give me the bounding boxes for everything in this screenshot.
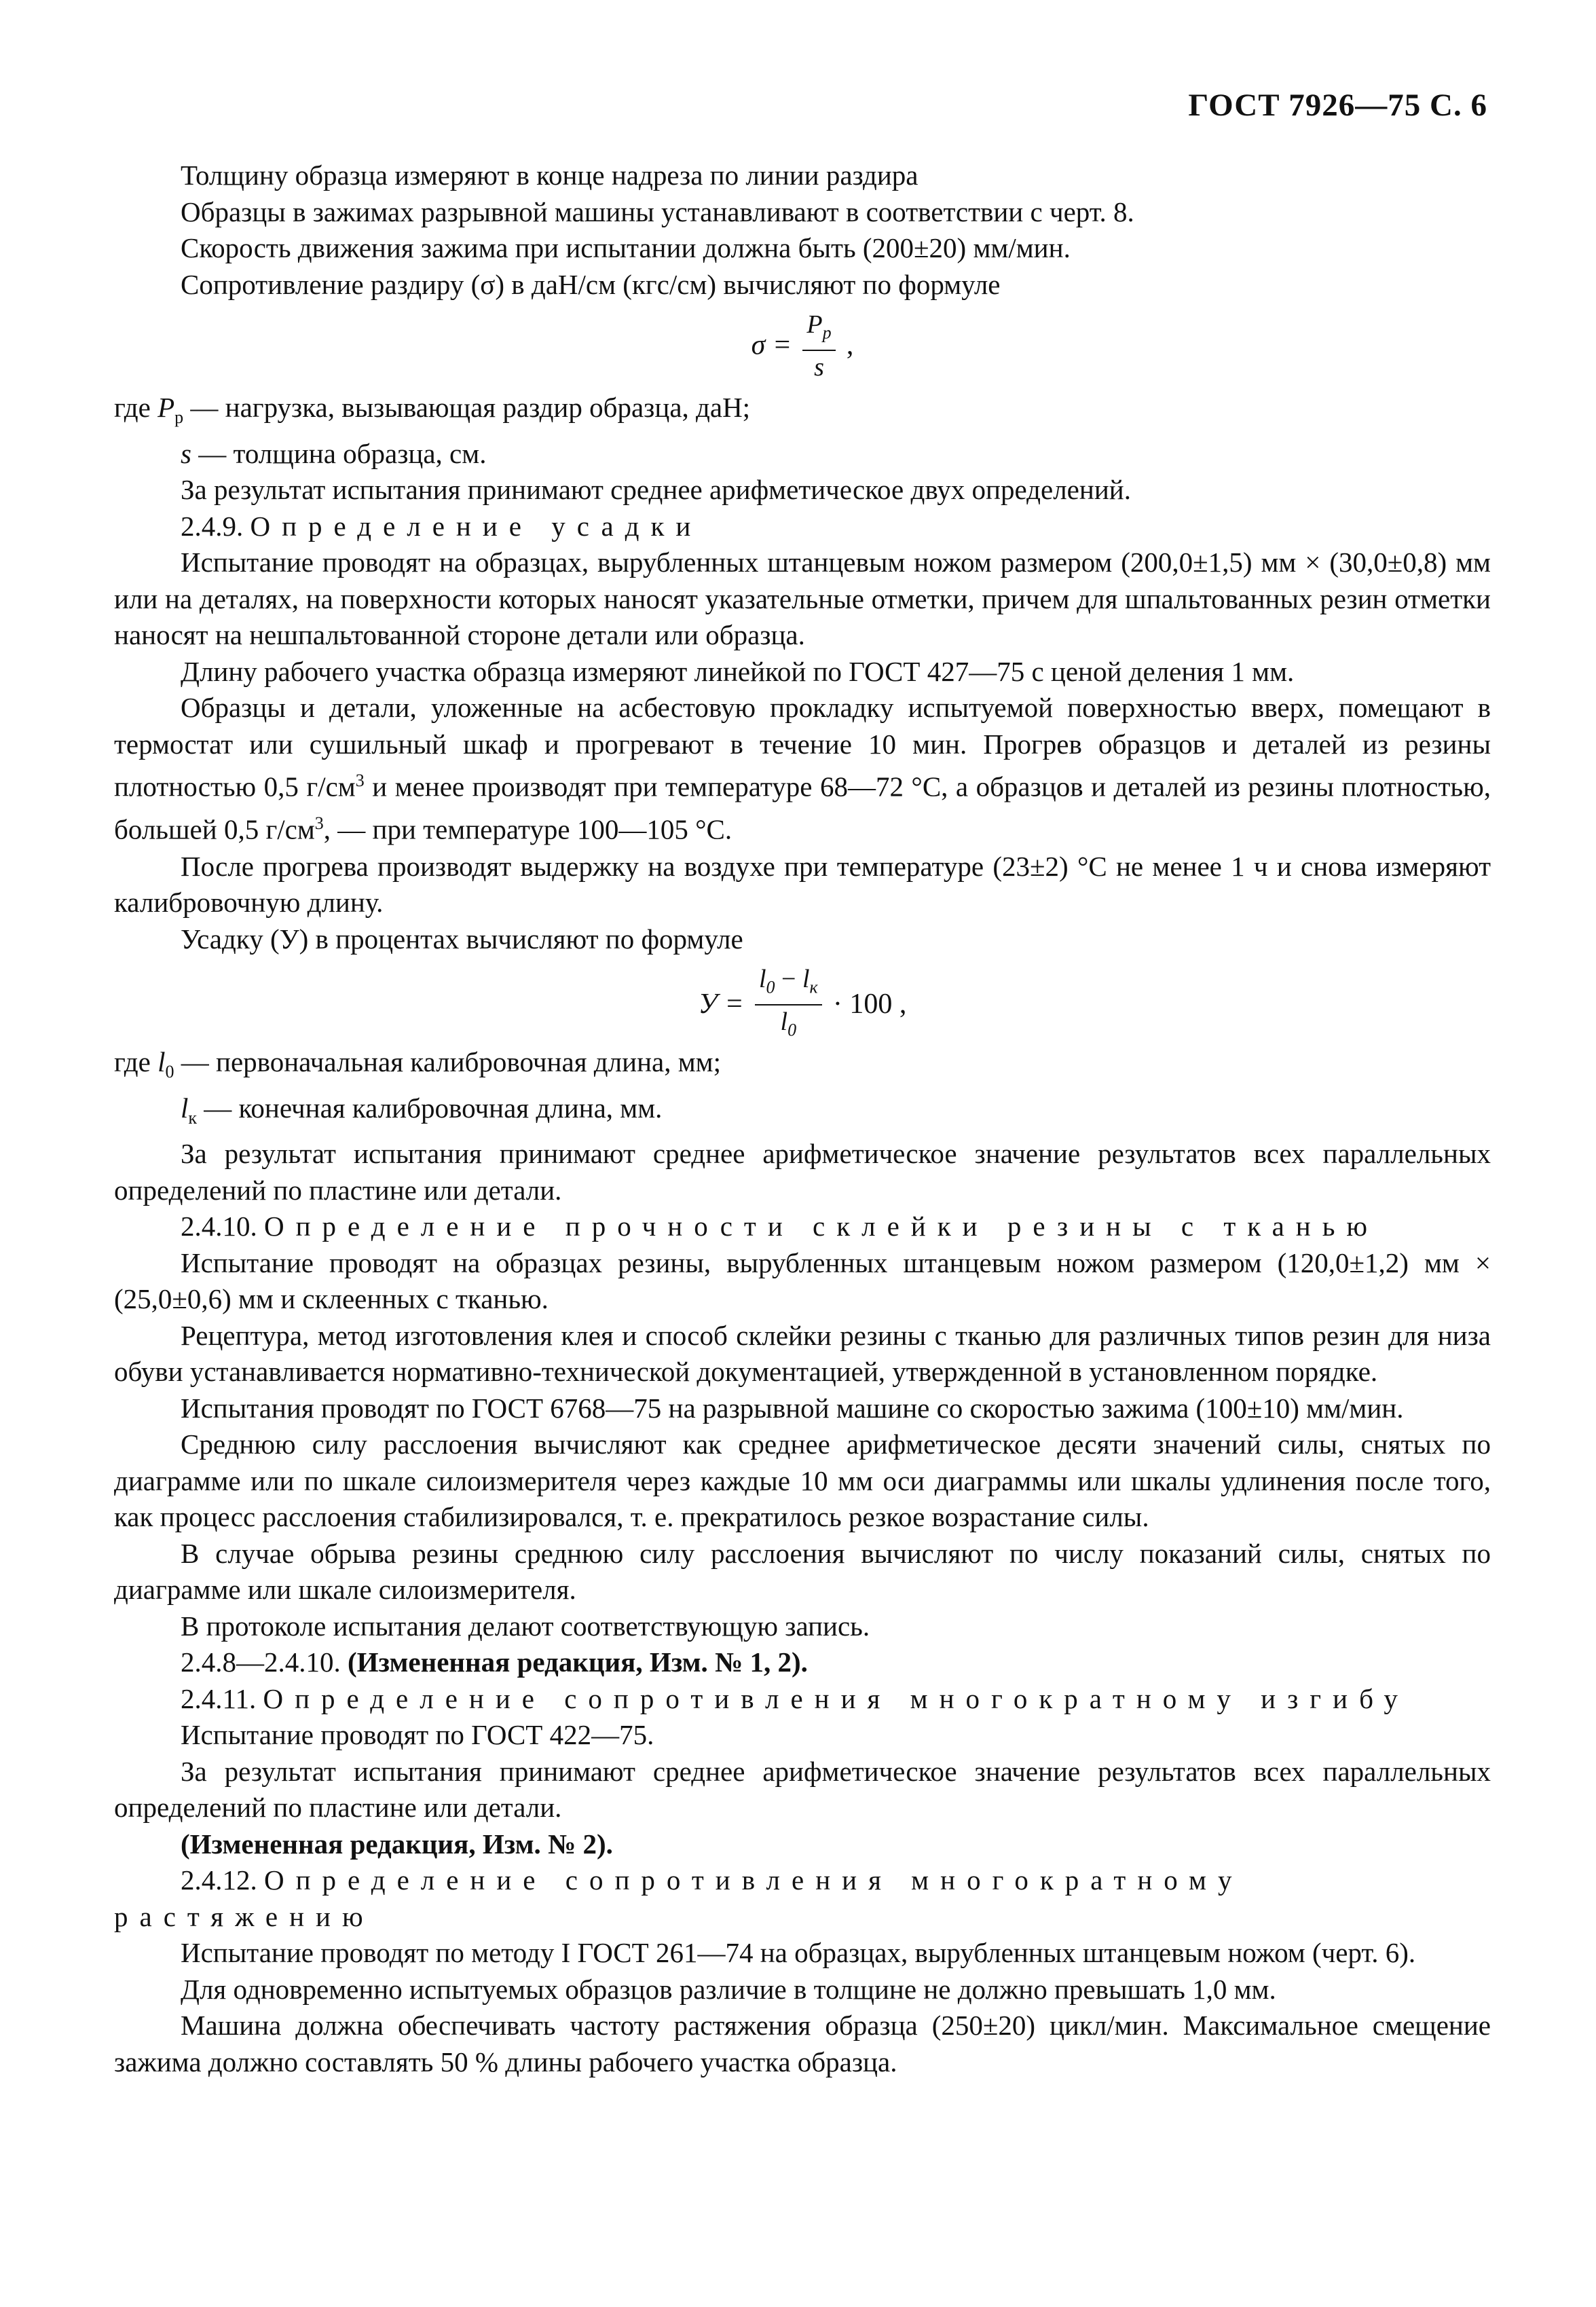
formula-legend-item: $l_к$ — конечная калибровочная длина, мм.	[181, 1092, 663, 1128]
formula-denominator: $l_0$	[780, 1007, 797, 1040]
paragraph: За результат испытания принимают среднее арифметическое значение результатов всех параллельных определений по пластине или детали.	[114, 1755, 1491, 1824]
paragraph: Испытание проводят на образцах, вырубленных штанцевым ножом размером (200,0±1,5) мм × (30,0±0,8) мм или на деталях, на поверхности которых наносят указательные отметки, причем для шпальтованных резин отметки наносят на нешпальтованной стороне детали или образца.	[114, 547, 1491, 651]
formula-numerator: $P_р$	[802, 308, 835, 351]
paragraph: Для одновременно испытуемых образцов различие в толщине не должно превышать 1,0 мм.	[181, 1973, 1276, 2005]
formula-denominator: s	[814, 352, 824, 382]
paragraph: Рецептура, метод изготовления клея и способ склейки резины с тканью для различных типов резин для низа обуви устанавливается нормативно-технической документацией, утвержденной в установленном порядке.	[114, 1319, 1491, 1388]
paragraph: Испытание проводят по ГОСТ 422—75.	[181, 1719, 654, 1751]
formula-fraction	[755, 963, 822, 1046]
paragraph: Усадку (У) в процентах вычисляют по формуле	[181, 923, 743, 955]
formula-legend-item: где $P_р$ — нагрузка, вызывающая раздир образца, даН;	[114, 392, 751, 428]
formula-lhs: σ =	[751, 329, 792, 361]
paragraph: Образцы и детали, уложенные на асбестовую прокладку испытуемой поверхностью вверх, помещают в термостат или сушильный шкаф и прогревают в течение 10 мин. Прогрев образцов и деталей из резины плотностью 0,5 $г/см^3$ и менее производят при температуре 68—72 °С, а образцов и деталей из резины плотностью, большей 0,5 $г/см^3$, — при температуре 100—105 °С.	[114, 692, 1491, 845]
formula-tail: ,	[846, 329, 854, 361]
paragraph: Среднюю силу расслоения вычисляют как среднее арифметическое десяти значений силы, снятых по диаграмме или по шкале силоизмерителя через каждые 10 мм оси диаграммы или шкалы удлинения после того, как процесс расслоения стабилизировался, т. е. прекратилось резкое возрастание силы.	[114, 1428, 1491, 1533]
paragraph: За результат испытания принимают среднее арифметическое значение результатов всех параллельных определений по пластине или детали.	[114, 1138, 1491, 1206]
paragraph: Образцы в зажимах разрывной машины устанавливают в соответствии с черт. 8.	[181, 196, 1134, 227]
paragraph: Скорость движения зажима при испытании должна быть (200±20) мм/мин.	[181, 232, 1071, 263]
paragraph: В протоколе испытания делают соответствующую запись.	[181, 1610, 870, 1642]
paragraph: Испытания проводят по ГОСТ 6768—75 на разрывной машине со скоростью зажима (100±10) мм/мин.	[181, 1392, 1404, 1424]
formula-lhs: У =	[698, 988, 744, 1020]
paragraph: В случае обрыва резины среднюю силу расслоения вычисляют по числу показаний силы, снятых по диаграмме или шкале силоизмерителя.	[114, 1537, 1491, 1606]
formula-shrinkage	[114, 963, 1491, 1040]
paragraph: После прогрева производят выдержку на воздухе при температуре (23±2) °С не менее 1 ч и снова измеряют калибровочную длину.	[114, 850, 1491, 918]
amendment-note: (Измененная редакция, Изм. № 2).	[181, 1828, 613, 1860]
paragraph: Толщину образца измеряют в конце надреза по линии раздира	[181, 160, 918, 191]
formula-legend-item: где $l_0$ — первоначальная калибровочная длина, мм;	[114, 1046, 721, 1082]
paragraph: За результат испытания принимают среднее арифметическое двух определений.	[181, 474, 1131, 506]
formula-tear-resistance	[114, 308, 1491, 383]
paragraph: Сопротивление раздиру (σ) в даН/см (кгс/см) вычисляют по формуле	[181, 268, 1001, 300]
paragraph: Испытание проводят по методу I ГОСТ 261—74 на образцах, вырубленных штанцевым ножом (черт. 6).	[181, 1937, 1416, 1969]
formula-legend-item: s — толщина образца, см.	[181, 437, 487, 469]
paragraph: Машина должна обеспечивать частоту растяжения образца (250±20) цикл/мин. Максимальное смещение зажима должно составлять 50 % длины рабочего участка образца.	[114, 2010, 1491, 2078]
amendment-note: 2.4.8—2.4.10. (Измененная редакция, Изм. № 1, 2).	[181, 1646, 808, 1678]
section-heading-2-4-9: 2.4.9. Определение усадки	[181, 510, 703, 542]
document-body	[114, 158, 1491, 2080]
paragraph: Испытание проводят на образцах резины, вырубленных штанцевым ножом размером (120,0±1,2) мм × (25,0±0,6) мм и склеенных с тканью.	[114, 1247, 1491, 1315]
section-heading-2-4-10: 2.4.10. Определение прочности склейки резины с тканью	[181, 1211, 1379, 1242]
paragraph: Длину рабочего участка образца измеряют линейкой по ГОСТ 427—75 с ценой деления 1 мм.	[181, 655, 1295, 687]
section-heading-2-4-12: 2.4.12. Определение сопротивления многократному растяжению	[114, 1864, 1244, 1932]
formula-fraction	[802, 308, 835, 384]
section-heading-2-4-11: 2.4.11. Определение сопротивления многократному изгибу	[181, 1682, 1409, 1714]
formula-numerator: $l_0 - l_к$	[755, 963, 822, 1005]
page-header: ГОСТ 7926—75 С. 6	[1188, 88, 1487, 123]
formula-tail: · 100 ,	[832, 988, 907, 1020]
